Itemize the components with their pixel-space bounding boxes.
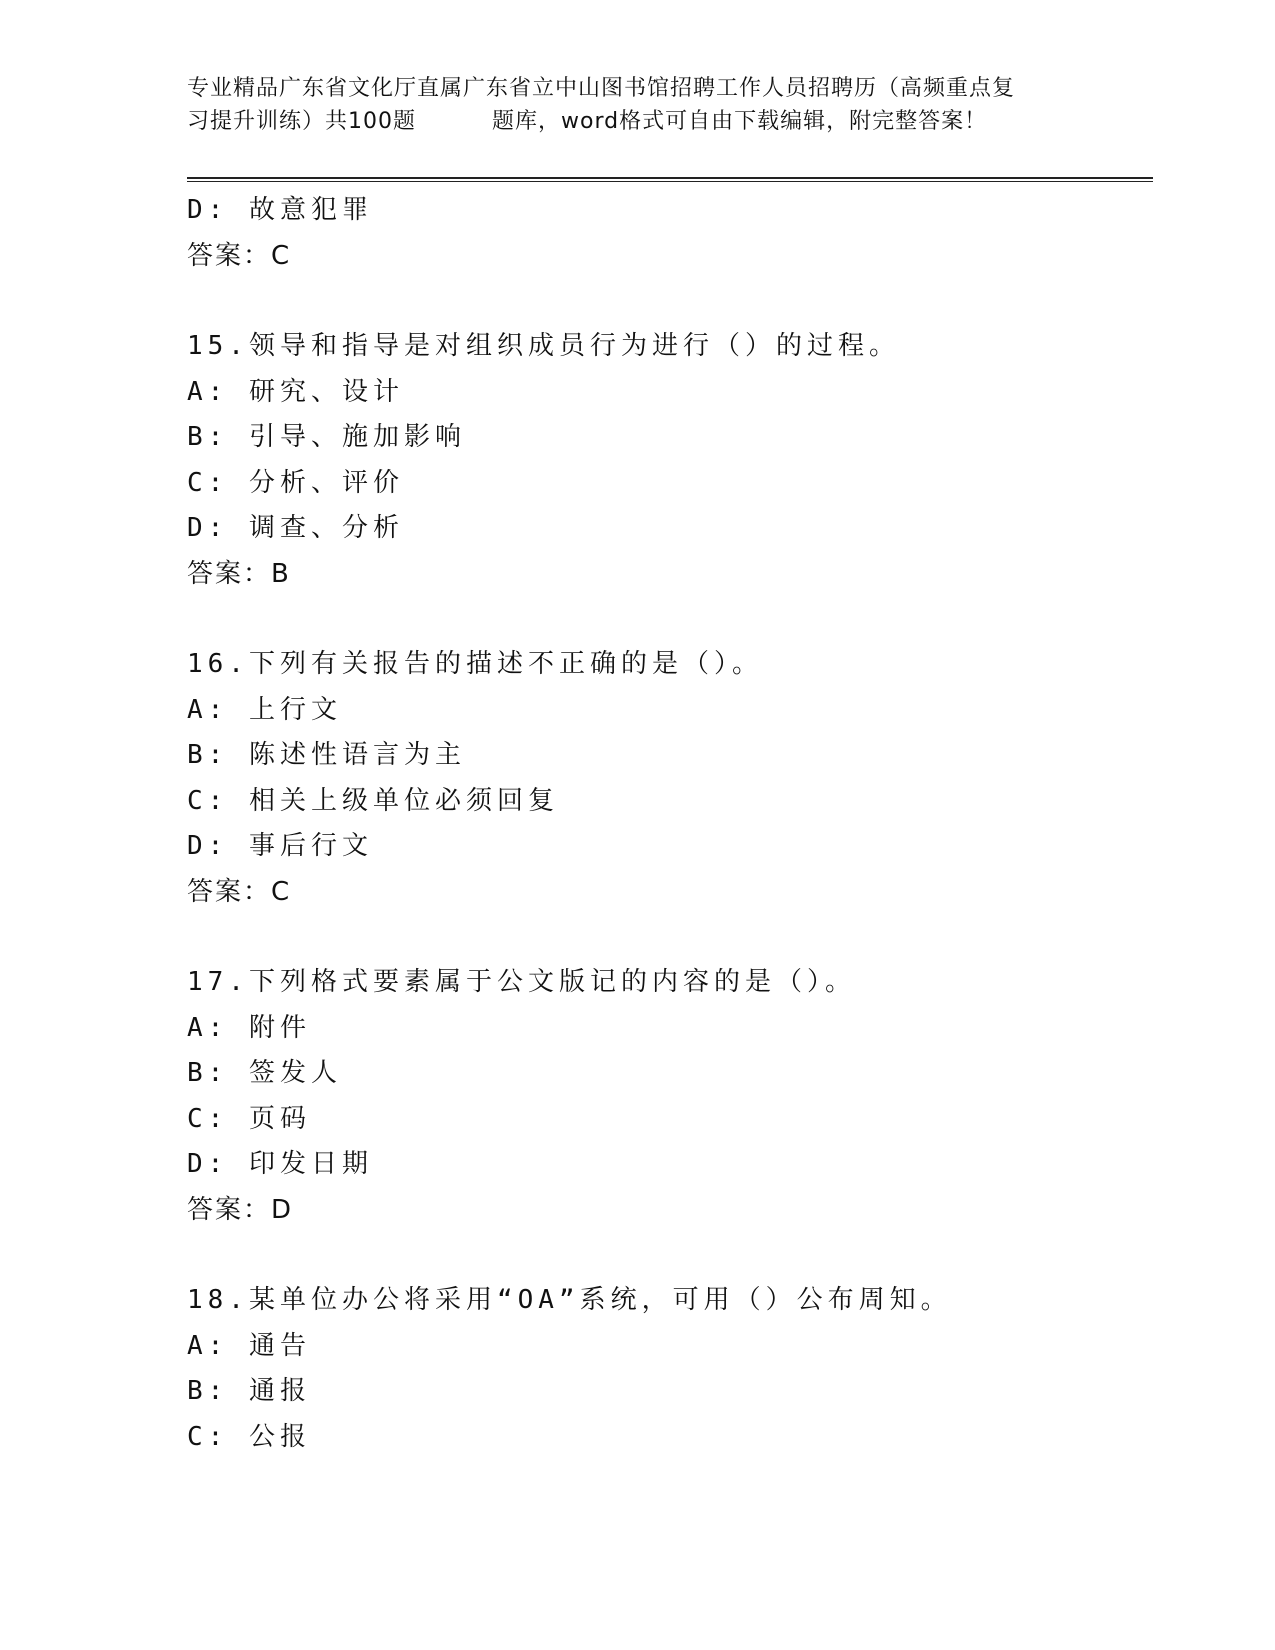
header-title-line2-left: 习提升训练）共100题 (187, 109, 416, 134)
question-18 (187, 1278, 1147, 1460)
option-b: B: 通报 (187, 1376, 311, 1406)
option-a: A: 上行文 (187, 694, 342, 725)
header-title-line2-right: 题库，word格式可自由下载编辑，附完整答案！ (492, 109, 988, 134)
header-title-line2 (187, 105, 1087, 138)
option-c: C: 相关上级单位必须回复 (187, 785, 559, 816)
page-header (187, 72, 1087, 138)
option-a: A: 附件 (187, 1012, 311, 1043)
option-d: D: 调查、分析 (187, 513, 404, 543)
option-d: D: 故意犯罪 (187, 195, 373, 225)
question-stem: 18.某单位办公将采用“OA”系统，可用（）公布周知。 (187, 1285, 952, 1315)
option-c: C: 页码 (187, 1103, 311, 1134)
question-stem: 17.下列格式要素属于公文版记的内容的是（）。 (187, 967, 856, 997)
question-content (187, 188, 1147, 1460)
question-17 (187, 960, 1147, 1233)
question-16 (187, 642, 1147, 915)
header-title-line1: 专业精品广东省文化厅直属广东省立中山图书馆招聘工作人员招聘历（高频重点复 (187, 76, 1016, 101)
question-14-continuation (187, 188, 1147, 279)
question-stem: 15.领导和指导是对组织成员行为进行（）的过程。 (187, 331, 900, 361)
option-c: C: 公报 (187, 1421, 311, 1452)
question-15 (187, 324, 1147, 597)
header-divider (187, 177, 1153, 182)
option-b: B: 引导、施加影响 (187, 422, 466, 452)
option-d: D: 印发日期 (187, 1149, 373, 1179)
answer: 答案：C (187, 876, 292, 907)
answer: 答案：B (187, 558, 291, 589)
option-c: C: 分析、评价 (187, 467, 404, 498)
option-d: D: 事后行文 (187, 831, 373, 861)
option-a: A: 研究、设计 (187, 376, 404, 407)
question-stem: 16.下列有关报告的描述不正确的是（）。 (187, 649, 763, 679)
answer: 答案：C (187, 240, 292, 271)
option-a: A: 通告 (187, 1330, 311, 1361)
answer: 答案：D (187, 1194, 294, 1225)
option-b: B: 签发人 (187, 1058, 342, 1088)
option-b: B: 陈述性语言为主 (187, 740, 466, 770)
